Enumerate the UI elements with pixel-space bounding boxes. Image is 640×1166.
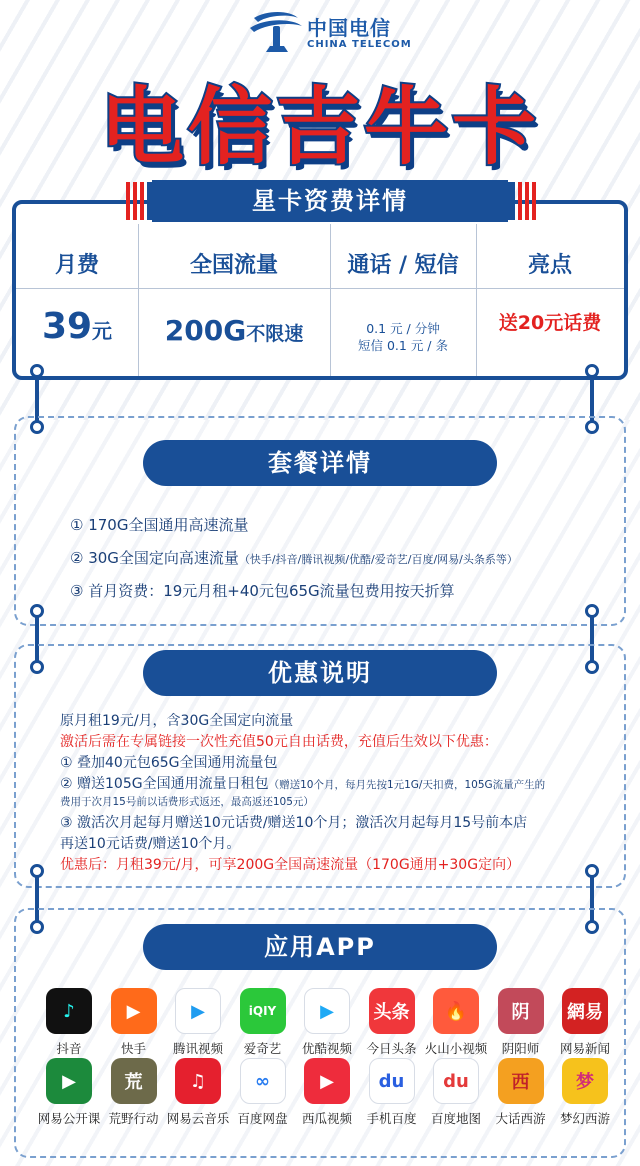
app-glyph: 網易 [567,1002,603,1023]
monthly-fee [16,306,138,347]
app-logo-icon [562,988,608,1034]
app-glyph: ▶ [62,1070,76,1092]
app-label: 大话西游 [495,1111,546,1126]
promo-title: 优惠说明 [143,650,497,696]
highlight-value: 送20元话费 [498,312,602,334]
app-glyph: ▶ [126,1000,141,1022]
app-logo-icon [240,988,286,1034]
app-glyph: ♪ [63,1000,75,1022]
header-calls: 通话 / 短信 [347,253,459,278]
app-glyph: du [443,1070,469,1092]
app-item [423,1058,489,1127]
app-label: 荒野行动 [108,1111,159,1126]
data-allowance [138,314,330,347]
promo-line-3: ① 叠加40元包65G全国通用流量包 [60,755,278,771]
app-item [230,988,296,1057]
app-logo-icon [175,988,221,1034]
data-speed: 不限速 [246,323,304,345]
app-item [36,988,102,1057]
connector-ring-icon [30,364,44,378]
header-data: 全国流量 [189,253,278,278]
brand-name-cn: 中国电信 [307,16,391,40]
app-glyph: ▶ [191,1000,205,1022]
app-item [294,1058,360,1127]
app-glyph: 阴 [511,1002,530,1023]
header-highlight: 亮点 [527,253,572,278]
app-glyph: 梦 [576,1072,594,1093]
app-label: 百度地图 [430,1111,481,1126]
app-label: 抖音 [56,1041,82,1056]
app-item [423,988,489,1057]
promo-line-4 [60,773,545,793]
data-amount: 200G [164,314,247,347]
app-label: 百度网盘 [237,1111,288,1126]
app-logo-icon [498,1058,544,1104]
package-line-2 [70,547,518,568]
app-item [552,988,618,1057]
app-label: 西瓜视频 [301,1111,352,1126]
app-logo-icon [498,988,544,1034]
apps-title: 应用APP [143,924,497,970]
app-logo-icon [111,1058,157,1104]
banner-stripes-right-icon [508,180,538,222]
app-glyph: 荒 [124,1072,143,1093]
connector-ring-icon [585,604,599,618]
app-label: 阴阳师 [501,1041,540,1056]
promo-line-1: 原月租19元/月，含30G全国定向流量 [60,713,294,729]
connector-ring-icon [585,864,599,878]
app-item [165,988,231,1057]
promo-line-6: ③ 激活次月起每月赠送10元话费/赠送10个月；激活次月起每月15号前本店 [60,815,528,831]
header-monthly: 月费 [54,253,99,278]
app-glyph: 🔥 [444,1000,468,1022]
app-logo-icon [240,1058,286,1104]
page-title: 电信吉牛卡 [99,78,540,176]
app-item [294,988,360,1057]
package-line-2-note: （快手/抖音/腾讯视频/优酷/爱奇艺/百度/网易/头条系等） [238,553,518,566]
package-line-2-main: ② 30G全国定向高速流量 [70,549,239,567]
banner-stripes-left-icon [124,180,154,222]
app-logo-icon [369,1058,415,1104]
app-label: 今日头条 [366,1041,417,1056]
app-logo-icon [433,988,479,1034]
app-item [488,1058,554,1127]
app-label: 梦幻西游 [559,1111,610,1126]
connector-ring-icon [30,864,44,878]
col-monthly [16,224,138,376]
app-item [101,1058,167,1127]
promo-line-2: 激活后需在专属链接一次性充值50元自由话费，充值后生效以下优惠： [60,734,498,750]
monthly-fee-number: 39 [41,306,93,347]
call-sms-rates [330,320,476,354]
col-data [138,224,330,376]
app-item [101,988,167,1057]
call-rate: 0.1 元 / 分钟 [366,321,440,336]
app-glyph: 头条 [373,1002,410,1023]
app-logo-icon [111,988,157,1034]
app-logo-icon [433,1058,479,1104]
app-label: 爱奇艺 [243,1041,282,1056]
connector-ring-icon [30,604,44,618]
app-logo-icon [304,1058,350,1104]
app-item [552,1058,618,1127]
app-logo-icon [369,988,415,1034]
brand-name-en: CHINA TELECOM [307,39,412,50]
app-glyph: ♫ [189,1070,207,1092]
package-line-3: ③ 首月资费：19元月租+40元包65G流量包费用按天折算 [70,582,455,600]
promo-line-7: 再送10元话费/赠送10个月。 [60,836,241,852]
app-label: 优酷视频 [301,1041,352,1056]
app-label: 手机百度 [366,1111,417,1126]
app-item [165,1058,231,1127]
app-glyph: iQIY [248,1004,277,1018]
app-logo-icon [562,1058,608,1104]
app-glyph: du [378,1070,405,1092]
app-label: 快手 [120,1041,146,1056]
promo-line-8: 优惠后：月租39元/月，可享200G全国高速流量（170G通用+30G定向） [60,857,521,873]
app-label: 腾讯视频 [172,1041,223,1056]
promo-line-4-note: （赠送10个月，每月先按1元1G/天扣费，105G流量产生的 [268,779,546,791]
app-item [359,1058,425,1127]
app-glyph: ∞ [255,1070,270,1092]
col-highlight [476,224,624,376]
connector-ring-icon [585,364,599,378]
package-line-1: ① 170G全国通用高速流量 [70,516,249,534]
col-calls [330,224,476,376]
package-title: 套餐详情 [143,440,497,486]
app-logo-icon [46,988,92,1034]
app-item [488,988,554,1057]
tariff-banner: 星卡资费详情 [152,180,508,222]
tariff-table [16,224,624,376]
promo-line-4-main: ② 赠送105G全国通用流量日租包 [60,776,269,792]
app-glyph: 西 [511,1072,530,1093]
app-logo-icon [304,988,350,1034]
app-logo-icon [46,1058,92,1104]
app-item [230,1058,296,1127]
app-glyph: ▶ [320,1070,334,1092]
app-label: 火山小视频 [424,1041,488,1056]
app-label: 网易云音乐 [166,1111,230,1126]
app-label: 网易新闻 [559,1041,610,1056]
app-item [359,988,425,1057]
sms-rate: 短信 0.1 元 / 条 [358,338,448,353]
app-item [36,1058,102,1127]
app-logo-icon [175,1058,221,1104]
app-label: 网易公开课 [37,1111,101,1126]
app-glyph: ▶ [320,1000,334,1022]
monthly-fee-unit: 元 [92,319,113,343]
promo-line-5: 费用于次月15号前以话费形式返还，最高返还105元） [60,796,314,808]
